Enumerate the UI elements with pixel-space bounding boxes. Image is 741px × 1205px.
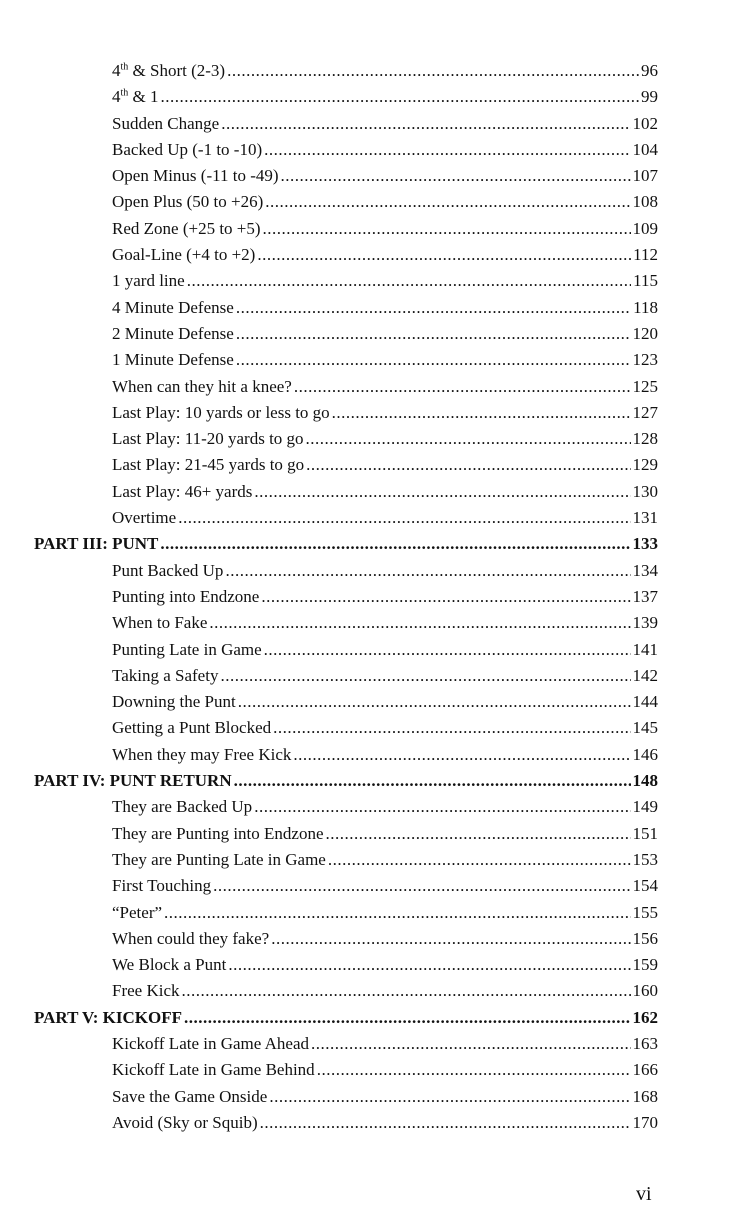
toc-entry: [0, 452, 741, 478]
toc-entry-title-text: They are Punting into Endzone: [112, 823, 324, 843]
dot-leader: [306, 426, 631, 452]
toc-page-number: 159: [632, 955, 658, 975]
toc-page-number: 107: [632, 166, 658, 186]
toc-entry-title: [112, 163, 279, 189]
toc-entry: [0, 1031, 741, 1057]
toc-page-number: 102: [632, 113, 658, 133]
dot-leader: [225, 558, 630, 584]
toc-entry: [0, 847, 741, 873]
toc-page-number: 104: [632, 139, 658, 159]
toc-entry-title-text: Free Kick: [112, 981, 180, 1001]
toc-page-number: 156: [632, 928, 658, 948]
dot-leader: [209, 610, 630, 636]
toc-page-number: 125: [632, 376, 658, 396]
toc-entry-title-text: 4: [112, 61, 121, 80]
toc-entry-title: [112, 926, 269, 952]
toc-entry-title-text: Last Play: 21-45 yards to go: [112, 455, 305, 475]
toc-entry-title-text: When to Fake: [112, 613, 208, 633]
toc-entry-title: [112, 58, 225, 84]
toc-entry-title-text: Open Plus (50 to +26): [112, 192, 264, 212]
toc-entry: [0, 163, 741, 189]
toc-entry-title-text: Last Play: 10 yards or less to go: [112, 402, 330, 422]
toc-entry-title: [34, 768, 232, 794]
toc-entry: [0, 1110, 741, 1136]
toc-entry-title-text: Sudden Change: [112, 113, 220, 133]
toc-entry: [0, 1084, 741, 1110]
dot-leader: [311, 1031, 630, 1057]
toc-entry-title: [112, 610, 207, 636]
dot-leader: [236, 321, 631, 347]
toc-entry: [0, 216, 741, 242]
toc-page-number: 129: [632, 455, 658, 475]
ordinal-superscript: th: [120, 87, 129, 99]
toc-entry-title-text: Punt Backed Up: [112, 560, 224, 580]
toc-entry-title: [112, 426, 304, 452]
toc-entry: [0, 295, 741, 321]
toc-part-heading: [0, 768, 741, 794]
toc-entry: [0, 321, 741, 347]
toc-page-number: 133: [632, 534, 658, 554]
toc-page-number: 148: [632, 771, 658, 791]
toc-entry-title-text: “Peter”: [112, 902, 163, 922]
toc-entry-title: [112, 479, 252, 505]
ordinal-superscript: th: [120, 61, 129, 73]
toc-page-number: 153: [632, 849, 658, 869]
toc-page-number: 151: [632, 823, 658, 843]
dot-leader: [317, 1057, 631, 1083]
toc-entry-title: [34, 531, 158, 557]
toc-entry: [0, 926, 741, 952]
toc-page-number: 112: [633, 245, 658, 265]
toc-entry: [0, 111, 741, 137]
toc-part-heading: [0, 531, 741, 557]
toc-entry-title-text: Kickoff Late in Game Ahead: [112, 1033, 310, 1053]
dot-leader: [178, 505, 630, 531]
toc-entry-title: [112, 1084, 267, 1110]
dot-leader: [273, 715, 630, 741]
dot-leader: [257, 242, 631, 268]
toc-entry-title-text: Overtime: [112, 508, 177, 528]
dot-leader: [160, 531, 630, 557]
dot-leader: [271, 926, 630, 952]
toc-entry-title-text: PART III: PUNT: [34, 534, 159, 554]
toc-entry-title: [112, 84, 159, 110]
toc-entry: [0, 479, 741, 505]
toc-entry-title: [112, 978, 180, 1004]
dot-leader: [228, 952, 630, 978]
toc-entry-title: [112, 794, 252, 820]
toc-entry-title: [112, 505, 176, 531]
toc-entry: [0, 400, 741, 426]
dot-leader: [293, 742, 630, 768]
dot-leader: [326, 821, 631, 847]
dot-leader: [187, 268, 631, 294]
toc-entry-title-text: 1 yard line: [112, 271, 185, 291]
dot-leader: [184, 1005, 630, 1031]
dot-leader: [221, 111, 630, 137]
toc-entry: [0, 374, 741, 400]
toc-entry: [0, 978, 741, 1004]
toc-entry: [0, 637, 741, 663]
toc-page-number: 146: [632, 744, 658, 764]
toc-entry-title: [112, 873, 211, 899]
toc-entry-title: [112, 821, 324, 847]
toc-entry: [0, 584, 741, 610]
toc-entry-title: [112, 637, 262, 663]
toc-entry-title-text: Last Play: 11-20 yards to go: [112, 429, 304, 449]
dot-leader: [260, 1110, 631, 1136]
toc-entry-title-text: 4 Minute Defense: [112, 297, 234, 317]
toc-entry-title: [112, 111, 219, 137]
toc-entry: [0, 268, 741, 294]
dot-leader: [261, 584, 630, 610]
toc-entry: [0, 900, 741, 926]
toc-entry-title: [112, 742, 291, 768]
toc-page-number: 108: [632, 192, 658, 212]
toc-entry-title: [112, 189, 263, 215]
toc-page-number: 130: [632, 481, 658, 501]
toc-page-number: 149: [632, 797, 658, 817]
toc-entry-title: [112, 1057, 315, 1083]
toc-entry-title-text: Avoid (Sky or Squib): [112, 1112, 258, 1132]
toc-entry-title-text: Kickoff Late in Game Behind: [112, 1060, 315, 1080]
toc-page-number: 137: [632, 586, 658, 606]
toc-entry-title: [112, 1110, 258, 1136]
page-number: vi: [636, 1183, 652, 1205]
toc-entry-title-rest: & 1: [128, 87, 159, 107]
toc-entry-title-text: 1 Minute Defense: [112, 350, 234, 370]
dot-leader: [281, 163, 631, 189]
toc-page-number: 144: [632, 692, 658, 712]
toc-entry: [0, 821, 741, 847]
toc-entry-title: [112, 847, 326, 873]
dot-leader: [236, 347, 631, 373]
toc-entry-title: [112, 268, 185, 294]
toc-page-number: 145: [632, 718, 658, 738]
toc-page-number: 170: [632, 1112, 658, 1132]
toc-entry-title: [112, 295, 234, 321]
toc-entry: [0, 742, 741, 768]
dot-leader: [238, 689, 631, 715]
toc-entry: [0, 715, 741, 741]
table-of-contents: [0, 58, 741, 1136]
toc-entry: [0, 426, 741, 452]
toc-entry-title: [112, 242, 255, 268]
dot-leader: [234, 768, 631, 794]
toc-entry-title: [112, 347, 234, 373]
toc-page-number: 123: [632, 350, 658, 370]
toc-page-number: 134: [632, 560, 658, 580]
dot-leader: [182, 978, 631, 1004]
toc-entry-title-text: 4: [112, 87, 121, 107]
dot-leader: [306, 452, 630, 478]
toc-entry: [0, 1057, 741, 1083]
toc-entry-title-text: Getting a Punt Blocked: [112, 718, 272, 738]
toc-entry-title-text: Downing the Punt: [112, 692, 236, 712]
dot-leader: [328, 847, 631, 873]
toc-page-number: 142: [632, 665, 658, 685]
toc-entry-title: [112, 321, 234, 347]
dot-leader: [294, 374, 631, 400]
toc-entry: [0, 505, 741, 531]
toc-page-number: 128: [632, 429, 658, 449]
toc-entry-title: [112, 452, 304, 478]
toc-entry: [0, 347, 741, 373]
toc-entry-title-text: We Block a Punt: [112, 955, 227, 975]
toc-page-number: 96: [641, 61, 658, 80]
toc-entry-title: [112, 663, 218, 689]
dot-leader: [164, 900, 630, 926]
toc-page-number: 99: [641, 87, 658, 107]
toc-entry-title-text: When they may Free Kick: [112, 744, 292, 764]
toc-entry-title: [112, 900, 162, 926]
toc-entry-title: [34, 1005, 182, 1031]
toc-entry: [0, 610, 741, 636]
toc-entry-title: [112, 137, 262, 163]
toc-entry: [0, 137, 741, 163]
dot-leader: [254, 794, 630, 820]
toc-entry: [0, 84, 741, 110]
toc-entry: [0, 58, 741, 84]
toc-entry-title-text: Save the Game Onside: [112, 1086, 268, 1106]
toc-page-number: 154: [632, 876, 658, 896]
dot-leader: [332, 400, 631, 426]
toc-entry-title-text: They are Punting Late in Game: [112, 849, 326, 869]
toc-entry-title-text: When can they hit a knee?: [112, 376, 292, 396]
dot-leader: [265, 189, 630, 215]
toc-entry-title-text: They are Backed Up: [112, 797, 253, 817]
toc-entry-title: [112, 584, 259, 610]
toc-entry-title: [112, 216, 261, 242]
toc-entry-title-text: When could they fake?: [112, 928, 270, 948]
toc-entry-title: [112, 374, 292, 400]
toc-page-number: 160: [632, 981, 658, 1001]
toc-entry-title: [112, 689, 236, 715]
toc-entry: [0, 242, 741, 268]
dot-leader: [254, 479, 630, 505]
toc-entry-title-text: Last Play: 46+ yards: [112, 481, 253, 501]
toc-entry-title-text: Backed Up (-1 to -10): [112, 139, 263, 159]
toc-entry-title-text: PART V: KICKOFF: [34, 1007, 183, 1027]
toc-entry-title: [112, 952, 226, 978]
dot-leader: [264, 137, 630, 163]
toc-entry-title-text: Open Minus (-11 to -49): [112, 166, 279, 186]
toc-entry-title-text: PART IV: PUNT RETURN: [34, 771, 232, 791]
toc-page-number: 163: [632, 1033, 658, 1053]
toc-page-number: 120: [632, 323, 658, 343]
toc-page-number: 109: [632, 218, 658, 238]
dot-leader: [263, 216, 631, 242]
dot-leader: [213, 873, 630, 899]
toc-entry: [0, 794, 741, 820]
dot-leader: [264, 637, 631, 663]
toc-page-number: 166: [632, 1060, 658, 1080]
toc-page-number: 162: [632, 1007, 658, 1027]
toc-page-number: 141: [632, 639, 658, 659]
toc-page-number: 118: [633, 297, 658, 317]
toc-entry-title: [112, 400, 330, 426]
toc-entry-title-text: 2 Minute Defense: [112, 323, 234, 343]
dot-leader: [227, 58, 639, 84]
toc-page-number: 127: [632, 402, 658, 422]
toc-entry-title: [112, 715, 271, 741]
toc-entry: [0, 558, 741, 584]
toc-entry-title-text: First Touching: [112, 876, 212, 896]
dot-leader: [269, 1084, 630, 1110]
toc-entry: [0, 189, 741, 215]
dot-leader: [236, 295, 631, 321]
toc-entry-title-text: Punting into Endzone: [112, 586, 260, 606]
toc-page-number: 139: [632, 613, 658, 633]
toc-entry: [0, 952, 741, 978]
toc-entry: [0, 689, 741, 715]
toc-entry-title-rest: & Short (2-3): [128, 61, 226, 80]
toc-page-number: 131: [632, 508, 658, 528]
toc-entry: [0, 873, 741, 899]
toc-part-heading: [0, 1005, 741, 1031]
toc-entry: [0, 663, 741, 689]
toc-entry-title-text: Red Zone (+25 to +5): [112, 218, 261, 238]
toc-entry-title: [112, 558, 223, 584]
toc-entry-title-text: Goal-Line (+4 to +2): [112, 245, 256, 265]
toc-page-number: 168: [632, 1086, 658, 1106]
toc-entry-title: [112, 1031, 309, 1057]
toc-page-number: 115: [633, 271, 658, 291]
dot-leader: [161, 84, 639, 110]
toc-page-number: 155: [632, 902, 658, 922]
toc-entry-title-text: Taking a Safety: [112, 665, 219, 685]
toc-entry-title-text: Punting Late in Game: [112, 639, 262, 659]
dot-leader: [220, 663, 630, 689]
